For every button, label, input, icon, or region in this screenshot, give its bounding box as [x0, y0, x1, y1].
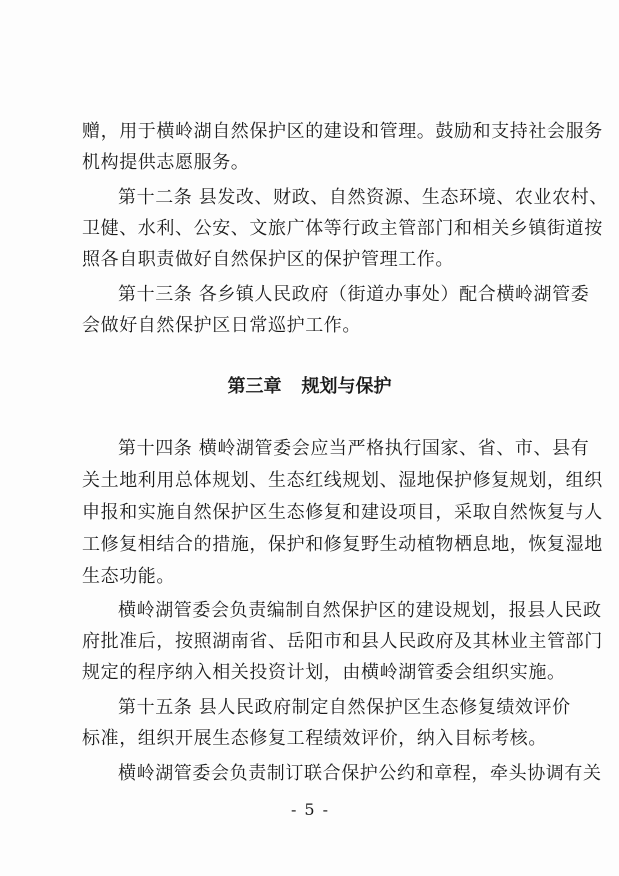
page-number-prefix: -	[291, 800, 297, 819]
text-line: 标准，组织开展生态修复工程绩效评价，纳入目标考核。	[82, 728, 547, 749]
chapter-title: 规划与保护	[301, 376, 392, 397]
text-line: 规定的程序纳入相关投资计划，由横岭湖管委会组织实施。	[82, 662, 566, 683]
text-line: 关土地利用总体规划、生态红线规划、湿地保护修复规划，组织	[82, 470, 603, 491]
article-14-line: 第十四条 横岭湖管委会应当严格执行国家、省、市、县有	[118, 438, 590, 459]
article-13-line: 第十三条 各乡镇人民政府（街道办事处）配合横岭湖管委	[118, 284, 590, 305]
text-line: 工修复相结合的措施，保护和修复野生动植物栖息地，恢复湿地	[82, 534, 603, 555]
page-number-suffix: -	[322, 800, 328, 819]
text-line: 照各自职责做好自然保护区的保护管理工作。	[82, 249, 454, 270]
article-15-line: 第十五条 县人民政府制定自然保护区生态修复绩效评价	[118, 697, 571, 718]
chapter-heading	[0, 376, 619, 398]
paragraph-line: 横岭湖管委会负责编制自然保护区的建设规划，报县人民政	[118, 600, 602, 621]
text-line: 府批准后，按照湖南省、岳阳市和县人民政府及其林业主管部门	[82, 631, 603, 652]
paragraph-line: 横岭湖管委会负责制订联合保护公约和章程，牵头协调有关	[118, 763, 602, 784]
text-line: 赠，用于横岭湖自然保护区的建设和管理。鼓励和支持社会服务	[82, 121, 603, 142]
text-line: 生态功能。	[82, 566, 175, 587]
text-line: 会做好自然保护区日常巡护工作。	[82, 315, 361, 336]
article-12-line: 第十二条 县发改、财政、自然资源、生态环境、农业农村、	[118, 187, 608, 208]
text-line: 机构提供志愿服务。	[82, 152, 250, 173]
text-line: 卫健、水利、公安、文旅广体等行政主管部门和相关乡镇街道按	[82, 218, 603, 239]
page-number-value: 5	[304, 800, 315, 819]
text-line: 申报和实施自然保护区生态修复和建设项目，采取自然恢复与人	[82, 502, 603, 523]
chapter-number: 第三章	[227, 376, 282, 397]
page-number	[0, 800, 619, 820]
